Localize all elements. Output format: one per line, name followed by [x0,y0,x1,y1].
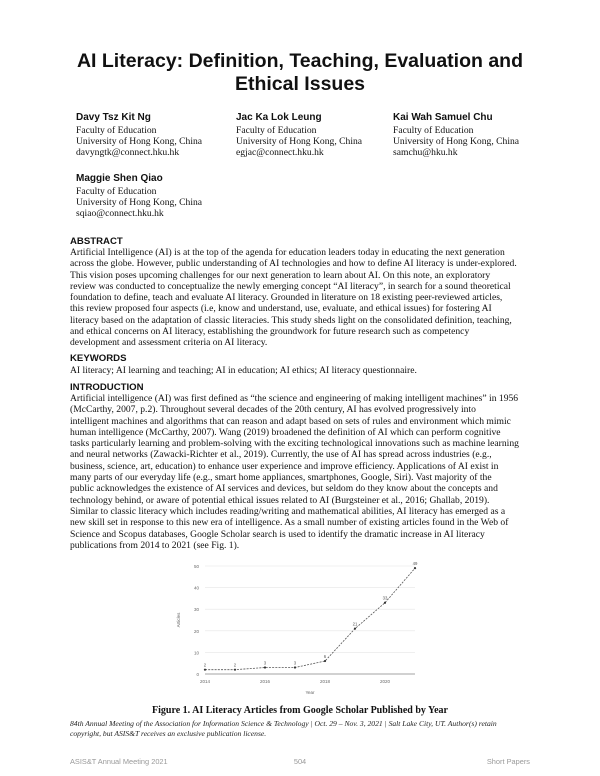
author-email: samchu@hku.hk [393,147,458,159]
abstract-body [70,247,540,349]
intro-line: many parts of our everyday life (e.g., smart home appliances, smartphones, Google, Siri). Vast majority of the [70,472,492,484]
author-block [393,112,519,158]
abstract-line: across the globe. However, public understanding of AI technologies and how to define AI literacy is under-explored. [70,258,517,270]
y-tick-label: 50 [193,564,199,569]
x-axis-title: Year [305,690,315,695]
author-block [236,112,362,158]
y-tick-label: 30 [193,607,199,613]
data-label: 2 [203,662,207,668]
author-univ: University of Hong Kong, China [76,196,203,208]
x-tick-label: 2018 [319,679,331,684]
paper-title [0,50,600,96]
data-point [384,602,386,604]
y-tick-label: 40 [193,585,199,591]
author-name: Maggie Shen Qiao [76,173,163,184]
intro-line: (McCarthy, 2007, p.2). Throughout several decades of the 20th century, AI has evolved progressively into [70,404,476,416]
data-label: 49 [412,561,418,567]
keywords-body [70,365,540,376]
title-line: Ethical Issues [234,73,366,95]
abstract-line: and ethical concerns on AI literacy, establishing the groundwork for future research such as competency [70,326,470,338]
footnote-line: copyright, but ASIS&T receives an exclusive publication license. [70,728,267,738]
data-label: 2 [233,662,237,668]
figure-caption: Figure 1. AI Literacy Articles from Google Scholar Published by Year [152,705,448,716]
data-label: 3 [263,660,267,666]
data-point [354,628,356,630]
author-univ: University of Hong Kong, China [76,135,203,147]
chart-grid [205,566,415,674]
intro-line: human intelligence (McCarthy, 2007). Wang (2019) broadened the definition of AI which can perform cognitive [70,426,501,438]
intro-line: tasks particularly learning and problem-solving with the exciting technological innovations such as machine learning [70,438,519,450]
x-tick-label: 2020 [379,679,391,684]
series-line [205,568,415,670]
data-point [264,666,266,668]
footer-left: ASIS&T Annual Meeting 2021 [70,757,168,766]
author-univ: University of Hong Kong, China [236,135,363,147]
y-tick-label: 10 [193,650,199,656]
abstract-line: review was conducted to conceptualize the newly emerging concept “AI literacy”, in search for a sound theoretical [70,280,511,292]
data-point [294,666,296,668]
chart-series [204,567,416,671]
abstract-line: Artificial Intelligence (AI) is at the top of the agenda for education leaders today in educating the next generation [70,247,505,258]
introduction-heading: INTRODUCTION [70,382,144,393]
author-email: davyngtk@connect.hku.hk [76,147,180,159]
data-label: 33 [382,595,388,601]
abstract-line: this review proposed four aspects (i.e, know and understand, use, evaluate, and ethical issues) for fostering AI [70,303,492,315]
author-name: Davy Tsz Kit Ng [76,112,151,123]
author-name: Kai Wah Samuel Chu [393,112,493,123]
abstract-line: literacy based on the adaptation of classic literacies. This study sheds light on the consolidated definition, teaching, [70,314,512,326]
abstract-heading: ABSTRACT [70,236,123,247]
abstract-line: development and assessment criteria on AI literacy. [70,337,268,349]
title-line: AI Literacy: Definition, Teaching, Evaluation and [76,50,524,72]
y-tick-label: 0 [196,672,199,677]
author-univ: University of Hong Kong, China [393,135,520,147]
intro-line: Artificial intelligence (AI) was first defined as “the science and engineering of making intelligent machines” in 1956 [70,393,519,404]
data-point [414,567,416,569]
author-email: sqiao@connect.hku.hk [76,208,164,220]
articles-by-year-chart [170,560,430,700]
footer-right: Short Papers [486,757,530,766]
abstract-line: foundation to define, teach and evaluate AI literacy. Grounded in literature on 18 existing peer-reviewed articles, [70,292,503,304]
y-axis-title: Articles [176,612,181,628]
intro-line: Science and Scopus databases, Google Scholar search is used to identify the dramatic increase in AI literacy [70,528,485,540]
author-dept: Faculty of Education [76,185,157,197]
data-label: 21 [352,621,358,627]
keywords-line: AI literacy; AI learning and teaching; AI in education; AI ethics; AI literacy questionnaire. [70,365,417,376]
page-number: 504 [293,757,307,766]
abstract-line: This vision poses upcoming challenges for our next generation to learn about AI. On this note, an exploratory [70,269,491,281]
author-dept: Faculty of Education [393,124,474,136]
intro-line: and neural networks (Zawacki-Richter et al., 2019). Currently, the use of AI has spread across industries (e.g., [70,449,492,461]
intro-line: public acknowledges the existence of AI services and devices, but seldom do they know about the concepts and [70,483,498,495]
data-label: 3 [293,660,297,666]
data-point [324,660,326,662]
intro-line: technology behind, or aware of potential ethical issues related to AI (Burgsteiner et al., 2016; Ghallab, 2019). [70,494,490,506]
author-block [76,112,202,158]
data-point [234,669,236,671]
chart-labels [176,561,418,695]
author-dept: Faculty of Education [76,124,157,136]
author-dept: Faculty of Education [236,124,317,136]
y-tick-label: 20 [193,628,199,634]
introduction-body [70,393,540,551]
intro-line: business, science, art, education) to enhance user experience and improve efficiency. Applications of AI exist in [70,460,499,472]
author-email: egjac@connect.hku.hk [236,147,324,159]
intro-line: publications from 2014 to 2021 (see Fig. 1). [70,539,240,551]
data-label: 6 [323,654,327,660]
intro-line: intelligent machines and algorithms that can reason and adapt based on sets of rules and environment which mimic [70,415,511,427]
x-tick-label: 2014 [199,679,211,684]
conference-footnote [70,719,540,738]
x-tick-label: 2016 [259,679,271,684]
footnote-line: 84th Annual Meeting of the Association for Information Science & Technology | Oct. 29 – Nov. 3, 2021 | Salt Lake City, UT. Author(s) retain [70,719,497,728]
intro-line: Similar to classic literacy which includes reading/writing and mathematical abilities, AI literacy has emerged as a [70,505,506,517]
author-block [76,173,202,219]
keywords-heading: KEYWORDS [70,353,127,364]
intro-line: new skill set in response to this new era of intelligence. As a small number of existing articles found in the Web of [70,517,509,529]
data-point [204,669,206,671]
author-name: Jac Ka Lok Leung [236,112,322,123]
